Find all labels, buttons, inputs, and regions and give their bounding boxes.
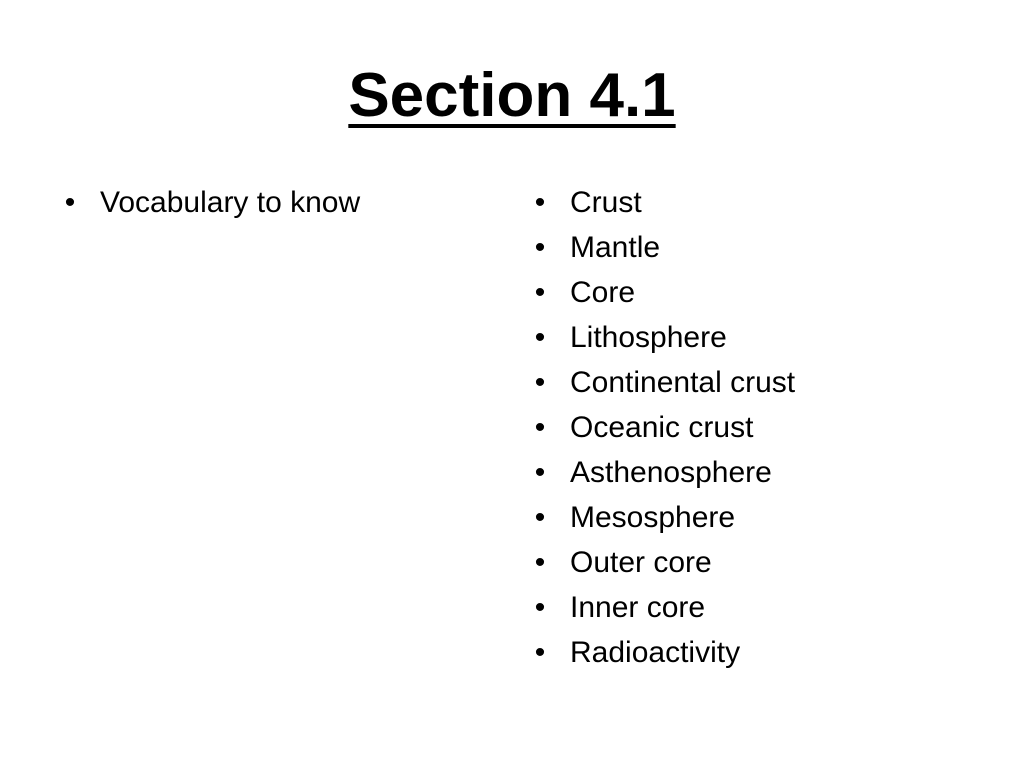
bullet-icon: • (534, 276, 546, 309)
list-item (60, 180, 480, 225)
list-item (530, 450, 990, 495)
list-item (530, 360, 990, 405)
bullet-icon: • (534, 456, 546, 489)
bullet-icon: • (534, 411, 546, 444)
bullet-icon: • (534, 546, 546, 579)
list-item (530, 540, 990, 585)
list-item-text: Lithosphere (570, 321, 727, 354)
list-item-text: Inner core (570, 591, 706, 624)
list-item (530, 225, 990, 270)
list-item-text: Mantle (570, 231, 661, 264)
list-item (530, 585, 990, 630)
slide-title (0, 56, 1024, 136)
list-item-text: Radioactivity (570, 636, 741, 669)
list-item-text: Outer core (570, 546, 712, 579)
list-item (530, 495, 990, 540)
bullet-icon: • (534, 591, 546, 624)
list-item-text: Core (570, 276, 636, 309)
bullet-icon: • (534, 321, 546, 354)
list-item (530, 180, 990, 225)
list-item (530, 315, 990, 360)
list-item-text: Vocabulary to know (100, 186, 361, 219)
list-item-text: Mesosphere (570, 501, 736, 534)
bullet-icon: • (534, 501, 546, 534)
bullet-icon: • (534, 231, 546, 264)
list-item-text: Asthenosphere (570, 456, 772, 489)
list-item (530, 270, 990, 315)
bullet-icon: • (534, 636, 546, 669)
bullet-icon: • (64, 186, 76, 219)
list-item-text: Crust (570, 186, 642, 219)
slide-title-text: Section 4.1 (348, 61, 676, 130)
vocabulary-bullet-list (530, 180, 990, 675)
bullet-icon: • (534, 366, 546, 399)
list-item (530, 405, 990, 450)
bullet-icon: • (534, 186, 546, 219)
list-item-text: Continental crust (570, 366, 796, 399)
list-item-text: Oceanic crust (570, 411, 754, 444)
left-bullet-list (60, 180, 480, 225)
list-item (530, 630, 990, 675)
